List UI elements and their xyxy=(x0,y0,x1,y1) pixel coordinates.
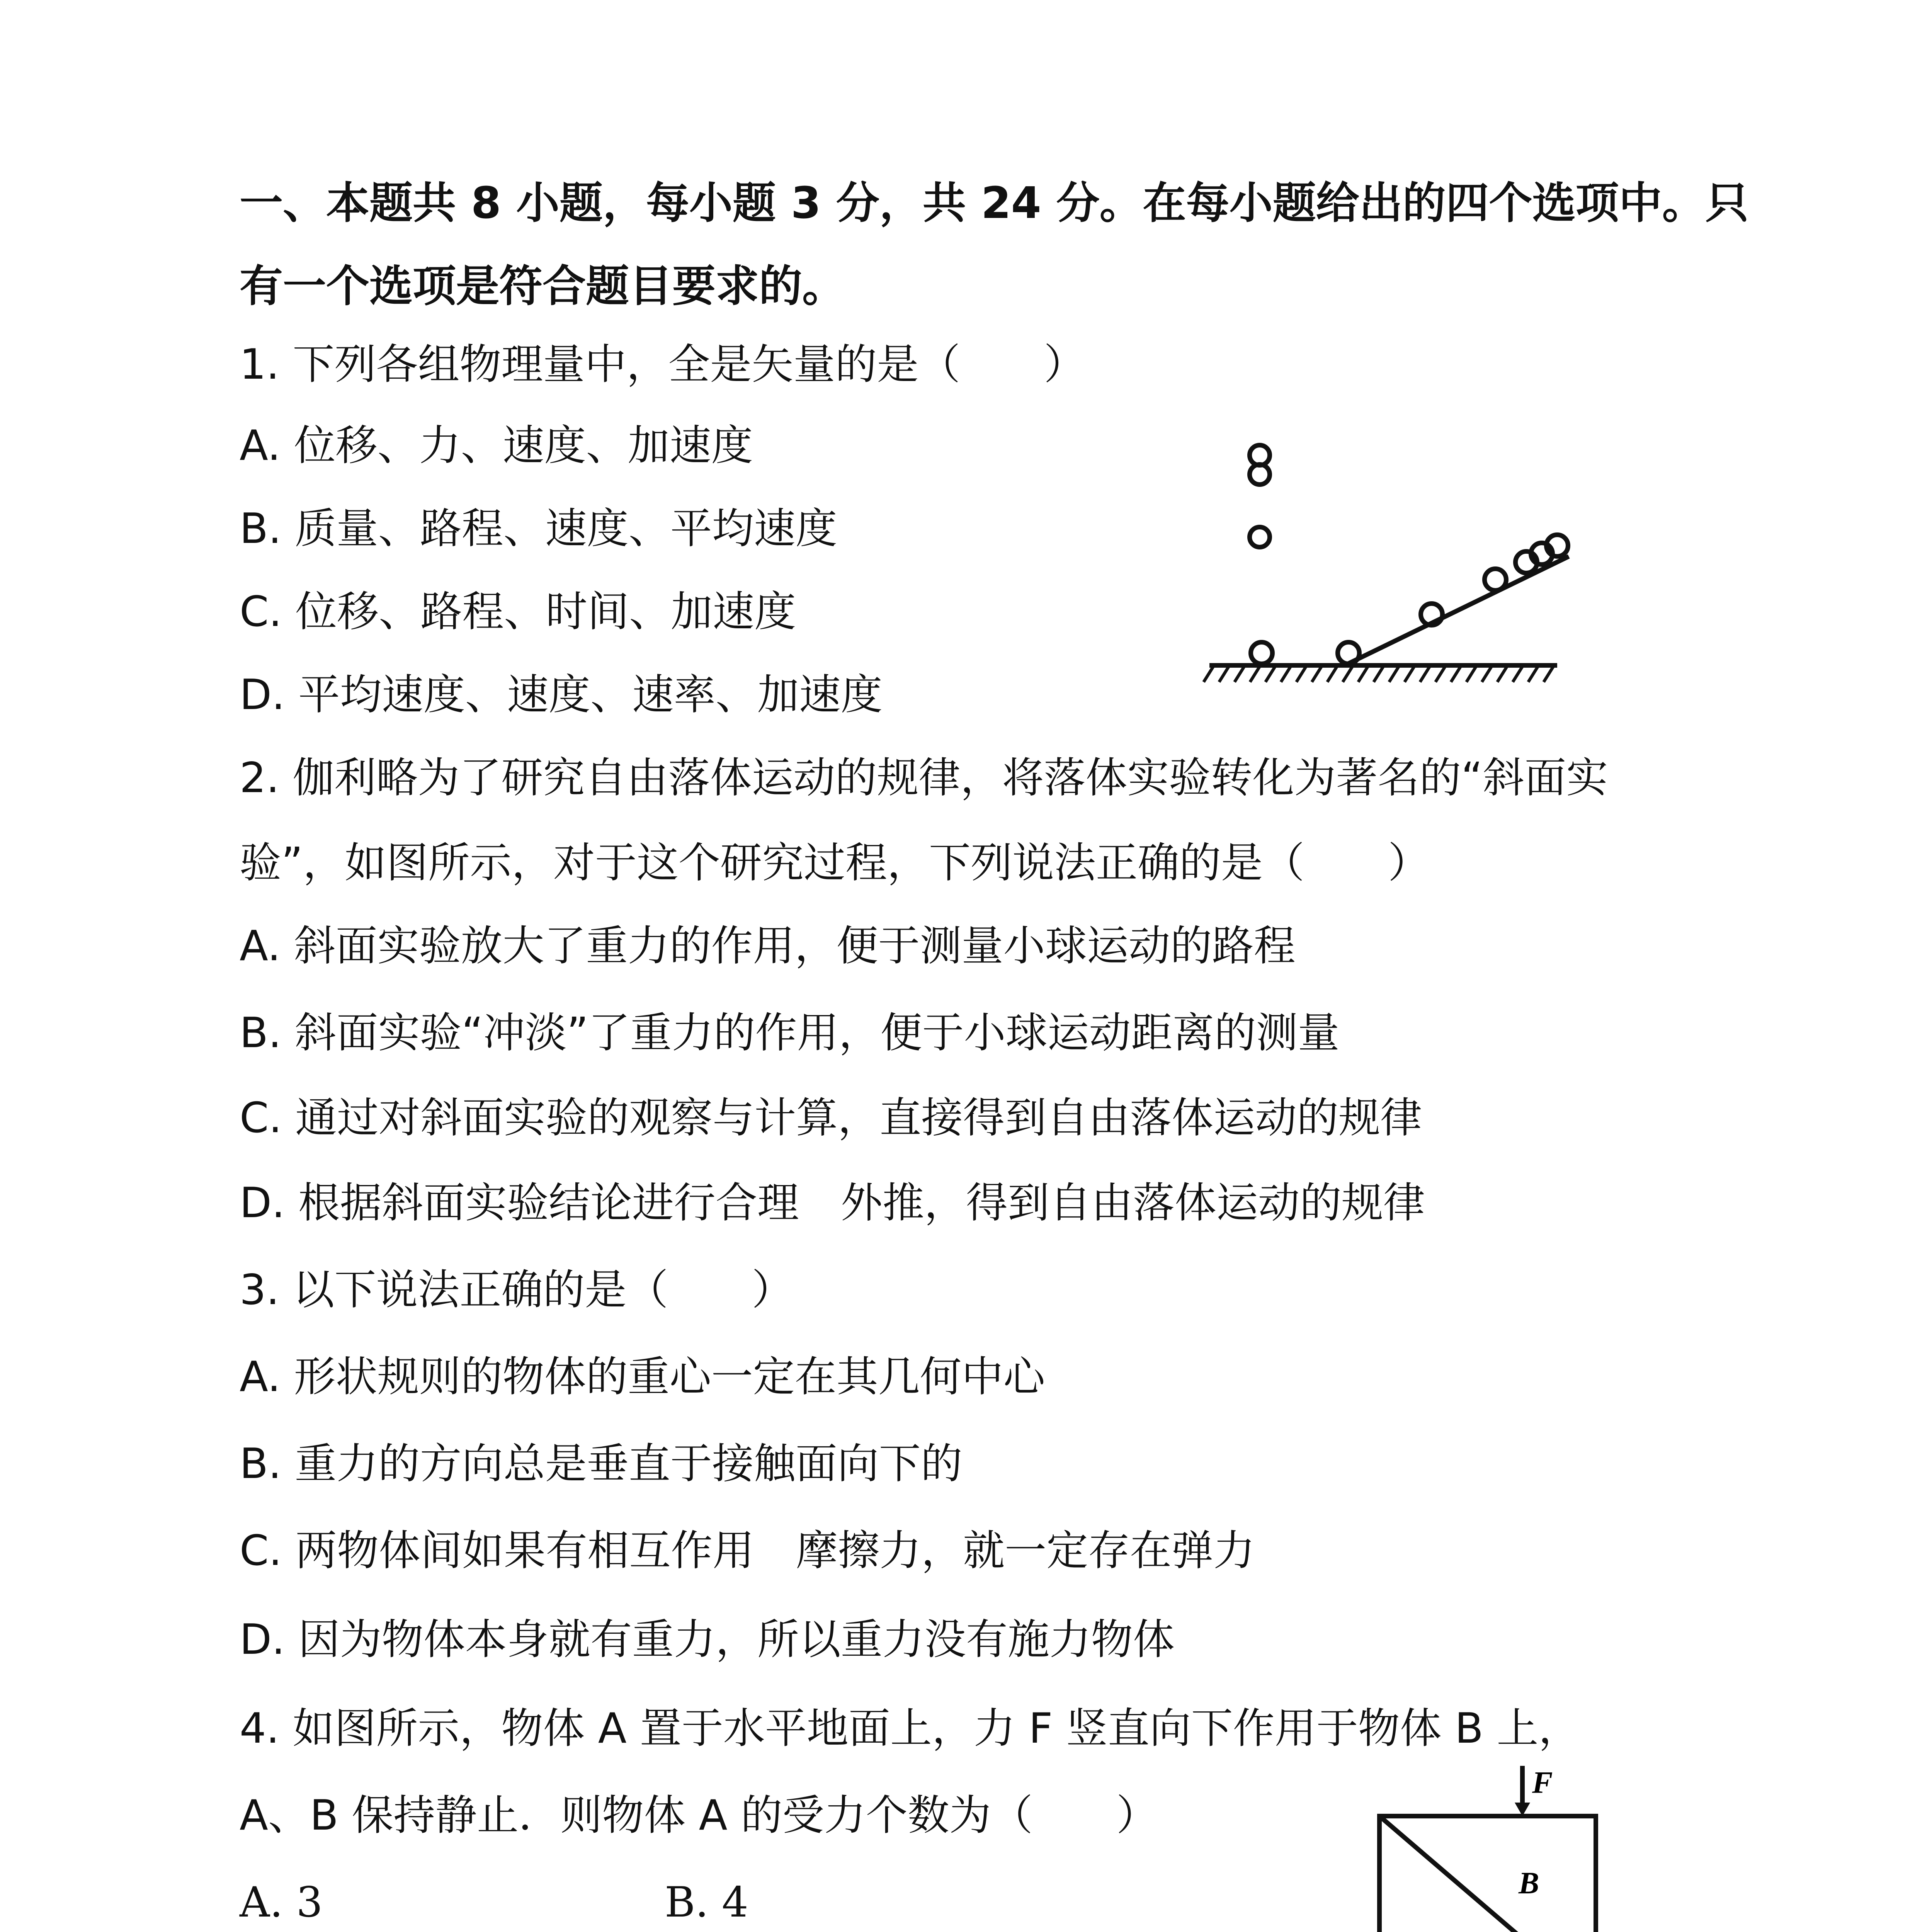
q2-option-d: D. 根据斜面实验结论进行合理 外推，得到自由落体运动的规律 xyxy=(240,1179,1425,1227)
block-diagonal xyxy=(1379,1816,1596,1932)
q4-option-a: A. 3 xyxy=(240,1878,323,1927)
q2-option-a: A. 斜面实验放大了重力的作用，便于测量小球运动的路程 xyxy=(240,922,1296,970)
q3-option-c: C. 两物体间如果有相互作用 摩擦力，就一定存在弹力 xyxy=(240,1527,1255,1575)
q3-option-b: B. 重力的方向总是垂直于接触面向下的 xyxy=(240,1440,963,1488)
blocks-figure xyxy=(1333,1762,1650,1932)
q1-stem: 1. 下列各组物理量中，全是矢量的是（ ） xyxy=(240,340,1086,389)
incline-line xyxy=(1345,556,1569,665)
q3-option-d: D. 因为物体本身就有重力，所以重力没有施力物体 xyxy=(240,1616,1175,1664)
q2-stem-line2: 验”，如图所示，对于这个研究过程，下列说法正确的是（ ） xyxy=(240,839,1430,887)
section-header-line2: 有一个选项是符合题目要求的。 xyxy=(240,261,845,311)
q2-stem-line1: 2. 伽利略为了研究自由落体运动的规律，将落体实验转化为著名的“斜面实 xyxy=(240,754,1608,802)
q1-option-c: C. 位移、路程、时间、加速度 xyxy=(240,588,796,636)
q2-option-c: C. 通过对斜面实验的观察与计算，直接得到自由落体运动的规律 xyxy=(240,1094,1422,1142)
falling-ball-3 xyxy=(1250,527,1270,547)
q2-option-b: B. 斜面实验“冲淡”了重力的作用，便于小球运动距离的测量 xyxy=(240,1009,1340,1057)
q4-stem-line2: A、B 保持静止．则物体 A 的受力个数为（ ） xyxy=(240,1791,1158,1840)
q1-option-b: B. 质量、路程、速度、平均速度 xyxy=(240,505,837,553)
section-header-line1: 一、本题共 8 小题，每小题 3 分，共 24 分。在每小题给出的四个选项中。只 xyxy=(240,178,1749,228)
q4-option-b: B. 4 xyxy=(665,1878,748,1927)
q4-stem-line1: 4. 如图所示，物体 A 置于水平地面上，力 F 竖直向下作用于物体 B 上， xyxy=(240,1704,1580,1753)
label-f: F xyxy=(1532,1766,1553,1800)
inclined-plane-figure xyxy=(1198,425,1565,696)
ground-ball-1 xyxy=(1251,642,1272,664)
q3-option-a: A. 形状规则的物体的重心一定在其几何中心 xyxy=(240,1353,1045,1401)
q1-option-a: A. 位移、力、速度、加速度 xyxy=(240,422,753,470)
q3-stem: 3. 以下说法正确的是（ ） xyxy=(240,1266,794,1314)
ground-hatching xyxy=(1204,667,1553,682)
block-outline xyxy=(1379,1816,1596,1932)
q1-option-d: D. 平均速度、速度、速率、加速度 xyxy=(240,671,883,719)
label-b: B xyxy=(1519,1866,1539,1900)
